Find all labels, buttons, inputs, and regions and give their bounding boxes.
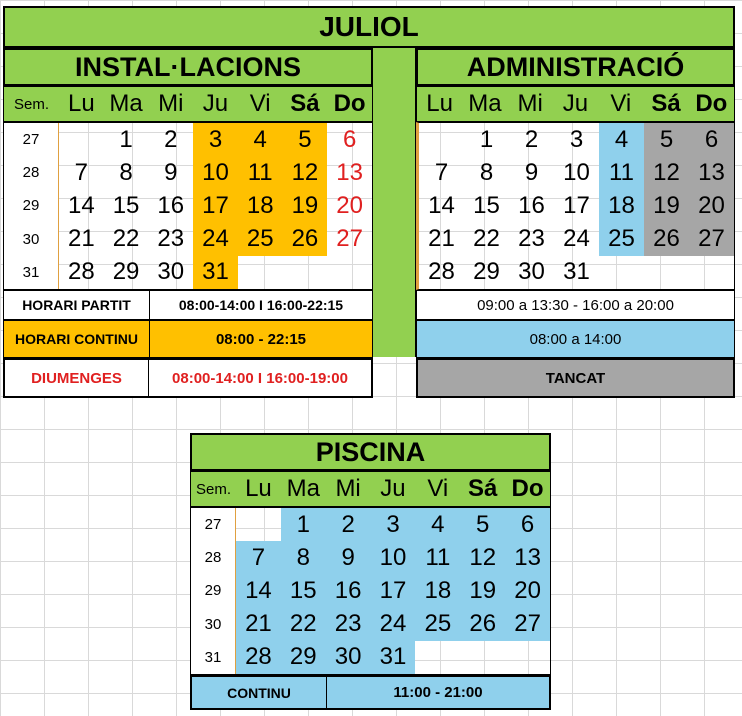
day-cell: 1 bbox=[281, 508, 326, 541]
week-number: 28 bbox=[191, 541, 236, 574]
installations-calendar bbox=[3, 122, 373, 290]
pool-schedule-row bbox=[190, 675, 551, 710]
day-cell: 28 bbox=[236, 641, 281, 674]
day-cell bbox=[460, 641, 505, 674]
day-cell: 6 bbox=[689, 123, 734, 156]
sunday-hours: 08:00-14:00 I 16:00-19:00 bbox=[172, 369, 348, 387]
day-cell: 29 bbox=[112, 258, 140, 286]
day-cell: 13 bbox=[336, 158, 363, 186]
day-cell: 16 bbox=[157, 191, 185, 219]
day-cell: 7 bbox=[236, 541, 281, 574]
pool-header-row bbox=[190, 471, 551, 507]
day-cell: 28 bbox=[68, 258, 95, 286]
day-cell: 26 bbox=[644, 223, 689, 256]
day-cell: 6 bbox=[505, 508, 550, 541]
day-cell: 8 bbox=[479, 158, 494, 186]
day-cell: 18 bbox=[599, 189, 644, 222]
day-cell: 21 bbox=[236, 608, 281, 641]
day-cell: 9 bbox=[326, 541, 371, 574]
day-cell: 16 bbox=[326, 574, 371, 607]
day-cell: 9 bbox=[164, 158, 178, 186]
day-cell: 29 bbox=[473, 258, 500, 286]
day-header-mi: Mi bbox=[158, 90, 184, 117]
day-cell: 3 bbox=[569, 125, 584, 153]
administration-morning-hours: 08:00 a 14:00 bbox=[416, 320, 735, 358]
day-cell: 12 bbox=[460, 541, 505, 574]
day-cell: 30 bbox=[157, 258, 185, 286]
day-cell: 13 bbox=[505, 541, 550, 574]
day-cell: 7 bbox=[434, 158, 449, 186]
day-cell: 10 bbox=[193, 156, 238, 189]
day-header-vi: Vi bbox=[427, 475, 449, 502]
sunday-label: DIUMENGES bbox=[5, 360, 149, 396]
day-cell: 6 bbox=[342, 125, 357, 153]
pool-title: PISCINA bbox=[190, 433, 551, 471]
day-cell bbox=[59, 123, 104, 156]
day-cell: 17 bbox=[371, 574, 416, 607]
day-cell: 12 bbox=[283, 156, 328, 189]
week-number: 30 bbox=[4, 223, 59, 256]
day-cell: 31 bbox=[371, 641, 416, 674]
day-cell: 2 bbox=[164, 125, 178, 153]
week-number: 29 bbox=[191, 574, 236, 607]
day-header-ju: Ju bbox=[562, 90, 589, 117]
day-header-sem: Sem. bbox=[13, 95, 49, 113]
day-header-do: Do bbox=[333, 90, 366, 117]
day-cell: 23 bbox=[157, 225, 185, 253]
day-header-sá: Sá bbox=[651, 90, 681, 117]
day-cell: 4 bbox=[599, 123, 644, 156]
installations-title: INSTAL·LACIONS bbox=[3, 48, 373, 86]
day-cell: 18 bbox=[415, 574, 460, 607]
day-cell: 26 bbox=[460, 608, 505, 641]
day-cell: 20 bbox=[336, 191, 363, 219]
administration-header-row bbox=[416, 86, 735, 122]
day-cell bbox=[689, 256, 734, 289]
day-cell: 11 bbox=[599, 156, 644, 189]
day-cell: 22 bbox=[112, 225, 140, 253]
day-cell: 25 bbox=[415, 608, 460, 641]
day-header-vi: Vi bbox=[610, 90, 632, 117]
day-cell: 15 bbox=[112, 191, 140, 219]
day-cell: 15 bbox=[473, 191, 500, 219]
day-header-ma: Ma bbox=[286, 475, 320, 502]
day-cell: 14 bbox=[428, 191, 455, 219]
day-cell: 5 bbox=[644, 123, 689, 156]
day-cell: 19 bbox=[644, 189, 689, 222]
day-cell: 11 bbox=[238, 156, 283, 189]
day-cell: 8 bbox=[119, 158, 133, 186]
day-cell: 18 bbox=[238, 189, 283, 222]
day-cell: 22 bbox=[473, 225, 500, 253]
day-cell: 2 bbox=[326, 508, 371, 541]
day-header-lu: Lu bbox=[245, 475, 272, 502]
day-cell: 8 bbox=[281, 541, 326, 574]
pool-schedule-hours: 11:00 - 21:00 bbox=[393, 684, 483, 701]
continuous-hours: 08:00 - 22:15 bbox=[215, 330, 307, 348]
day-cell: 10 bbox=[563, 158, 590, 186]
split-label: HORARI PARTIT bbox=[4, 291, 150, 319]
installations-header-row bbox=[3, 86, 373, 122]
installations-split-row bbox=[3, 290, 373, 320]
day-cell: 19 bbox=[283, 189, 328, 222]
day-cell: 26 bbox=[283, 223, 328, 256]
day-cell bbox=[644, 256, 689, 289]
day-cell bbox=[505, 641, 550, 674]
administration-calendar bbox=[416, 122, 735, 290]
day-cell: 23 bbox=[518, 225, 545, 253]
day-cell: 22 bbox=[281, 608, 326, 641]
day-cell: 14 bbox=[236, 574, 281, 607]
day-cell bbox=[327, 256, 372, 289]
day-cell: 23 bbox=[326, 608, 371, 641]
pool-calendar bbox=[190, 507, 551, 675]
week-number: 28 bbox=[4, 156, 59, 189]
installations-sunday-row bbox=[3, 358, 373, 398]
day-cell bbox=[236, 508, 281, 541]
day-cell: 24 bbox=[563, 225, 590, 253]
day-cell: 24 bbox=[193, 223, 238, 256]
week-number: 27 bbox=[4, 123, 59, 156]
day-cell: 20 bbox=[689, 189, 734, 222]
day-cell: 21 bbox=[68, 225, 95, 253]
day-cell: 15 bbox=[281, 574, 326, 607]
day-cell: 12 bbox=[644, 156, 689, 189]
split-hours: 08:00-14:00 I 16:00-22:15 bbox=[178, 297, 344, 313]
day-cell: 28 bbox=[428, 258, 455, 286]
day-cell: 29 bbox=[281, 641, 326, 674]
month-title: JULIOL bbox=[3, 6, 735, 48]
day-header-vi: Vi bbox=[249, 90, 271, 117]
day-cell: 27 bbox=[336, 225, 363, 253]
administration-closed: TANCAT bbox=[416, 358, 735, 398]
installations-continuous-row bbox=[3, 320, 373, 358]
day-cell: 30 bbox=[518, 258, 545, 286]
day-cell: 31 bbox=[193, 256, 238, 289]
day-header-ju: Ju bbox=[380, 475, 406, 502]
day-cell: 25 bbox=[238, 223, 283, 256]
day-cell bbox=[419, 123, 464, 156]
separator-column bbox=[372, 48, 416, 357]
pool-schedule-label: CONTINU bbox=[192, 677, 327, 708]
day-cell: 3 bbox=[193, 123, 238, 156]
day-cell: 11 bbox=[415, 541, 460, 574]
week-number: 27 bbox=[191, 508, 236, 541]
week-number: 30 bbox=[191, 608, 236, 641]
day-cell bbox=[415, 641, 460, 674]
day-cell: 5 bbox=[283, 123, 328, 156]
administration-split-hours: 09:00 a 13:30 - 16:00 a 20:00 bbox=[416, 290, 735, 320]
day-cell: 19 bbox=[460, 574, 505, 607]
day-header-lu: Lu bbox=[68, 90, 95, 117]
week-number: 29 bbox=[4, 189, 59, 222]
day-cell bbox=[283, 256, 328, 289]
day-cell: 1 bbox=[479, 125, 494, 153]
administration-title: ADMINISTRACIÓ bbox=[416, 48, 735, 86]
day-header-ma: Ma bbox=[468, 90, 502, 117]
day-cell: 13 bbox=[689, 156, 734, 189]
day-cell: 2 bbox=[524, 125, 539, 153]
day-header-lu: Lu bbox=[426, 90, 453, 117]
day-cell: 5 bbox=[460, 508, 505, 541]
day-header-mi: Mi bbox=[517, 90, 543, 117]
day-cell: 17 bbox=[563, 191, 590, 219]
day-cell: 7 bbox=[74, 158, 89, 186]
week-number: 31 bbox=[191, 641, 236, 674]
day-header-sá: Sá bbox=[290, 90, 320, 117]
day-cell: 3 bbox=[371, 508, 416, 541]
day-cell bbox=[238, 256, 283, 289]
continuous-label: HORARI CONTINU bbox=[4, 321, 150, 357]
day-header-sá: Sá bbox=[467, 475, 498, 502]
day-cell: 30 bbox=[326, 641, 371, 674]
day-cell: 1 bbox=[119, 125, 133, 153]
day-header-ju: Ju bbox=[202, 90, 229, 117]
day-cell: 4 bbox=[238, 123, 283, 156]
day-cell bbox=[599, 256, 644, 289]
week-number: 31 bbox=[4, 256, 59, 289]
day-cell: 10 bbox=[371, 541, 416, 574]
day-header-ma: Ma bbox=[109, 90, 143, 117]
day-cell: 21 bbox=[428, 225, 455, 253]
day-cell: 27 bbox=[505, 608, 550, 641]
day-cell: 17 bbox=[193, 189, 238, 222]
day-cell: 9 bbox=[524, 158, 539, 186]
day-cell: 27 bbox=[689, 223, 734, 256]
day-cell: 24 bbox=[371, 608, 416, 641]
day-header-sem: Sem. bbox=[195, 480, 231, 498]
day-cell: 16 bbox=[518, 191, 545, 219]
day-header-mi: Mi bbox=[335, 475, 361, 502]
day-header-do: Do bbox=[511, 475, 544, 502]
day-cell: 25 bbox=[599, 223, 644, 256]
day-cell: 31 bbox=[563, 258, 590, 286]
day-cell: 20 bbox=[505, 574, 550, 607]
day-header-do: Do bbox=[695, 90, 728, 117]
day-cell: 14 bbox=[68, 191, 95, 219]
day-cell: 4 bbox=[415, 508, 460, 541]
